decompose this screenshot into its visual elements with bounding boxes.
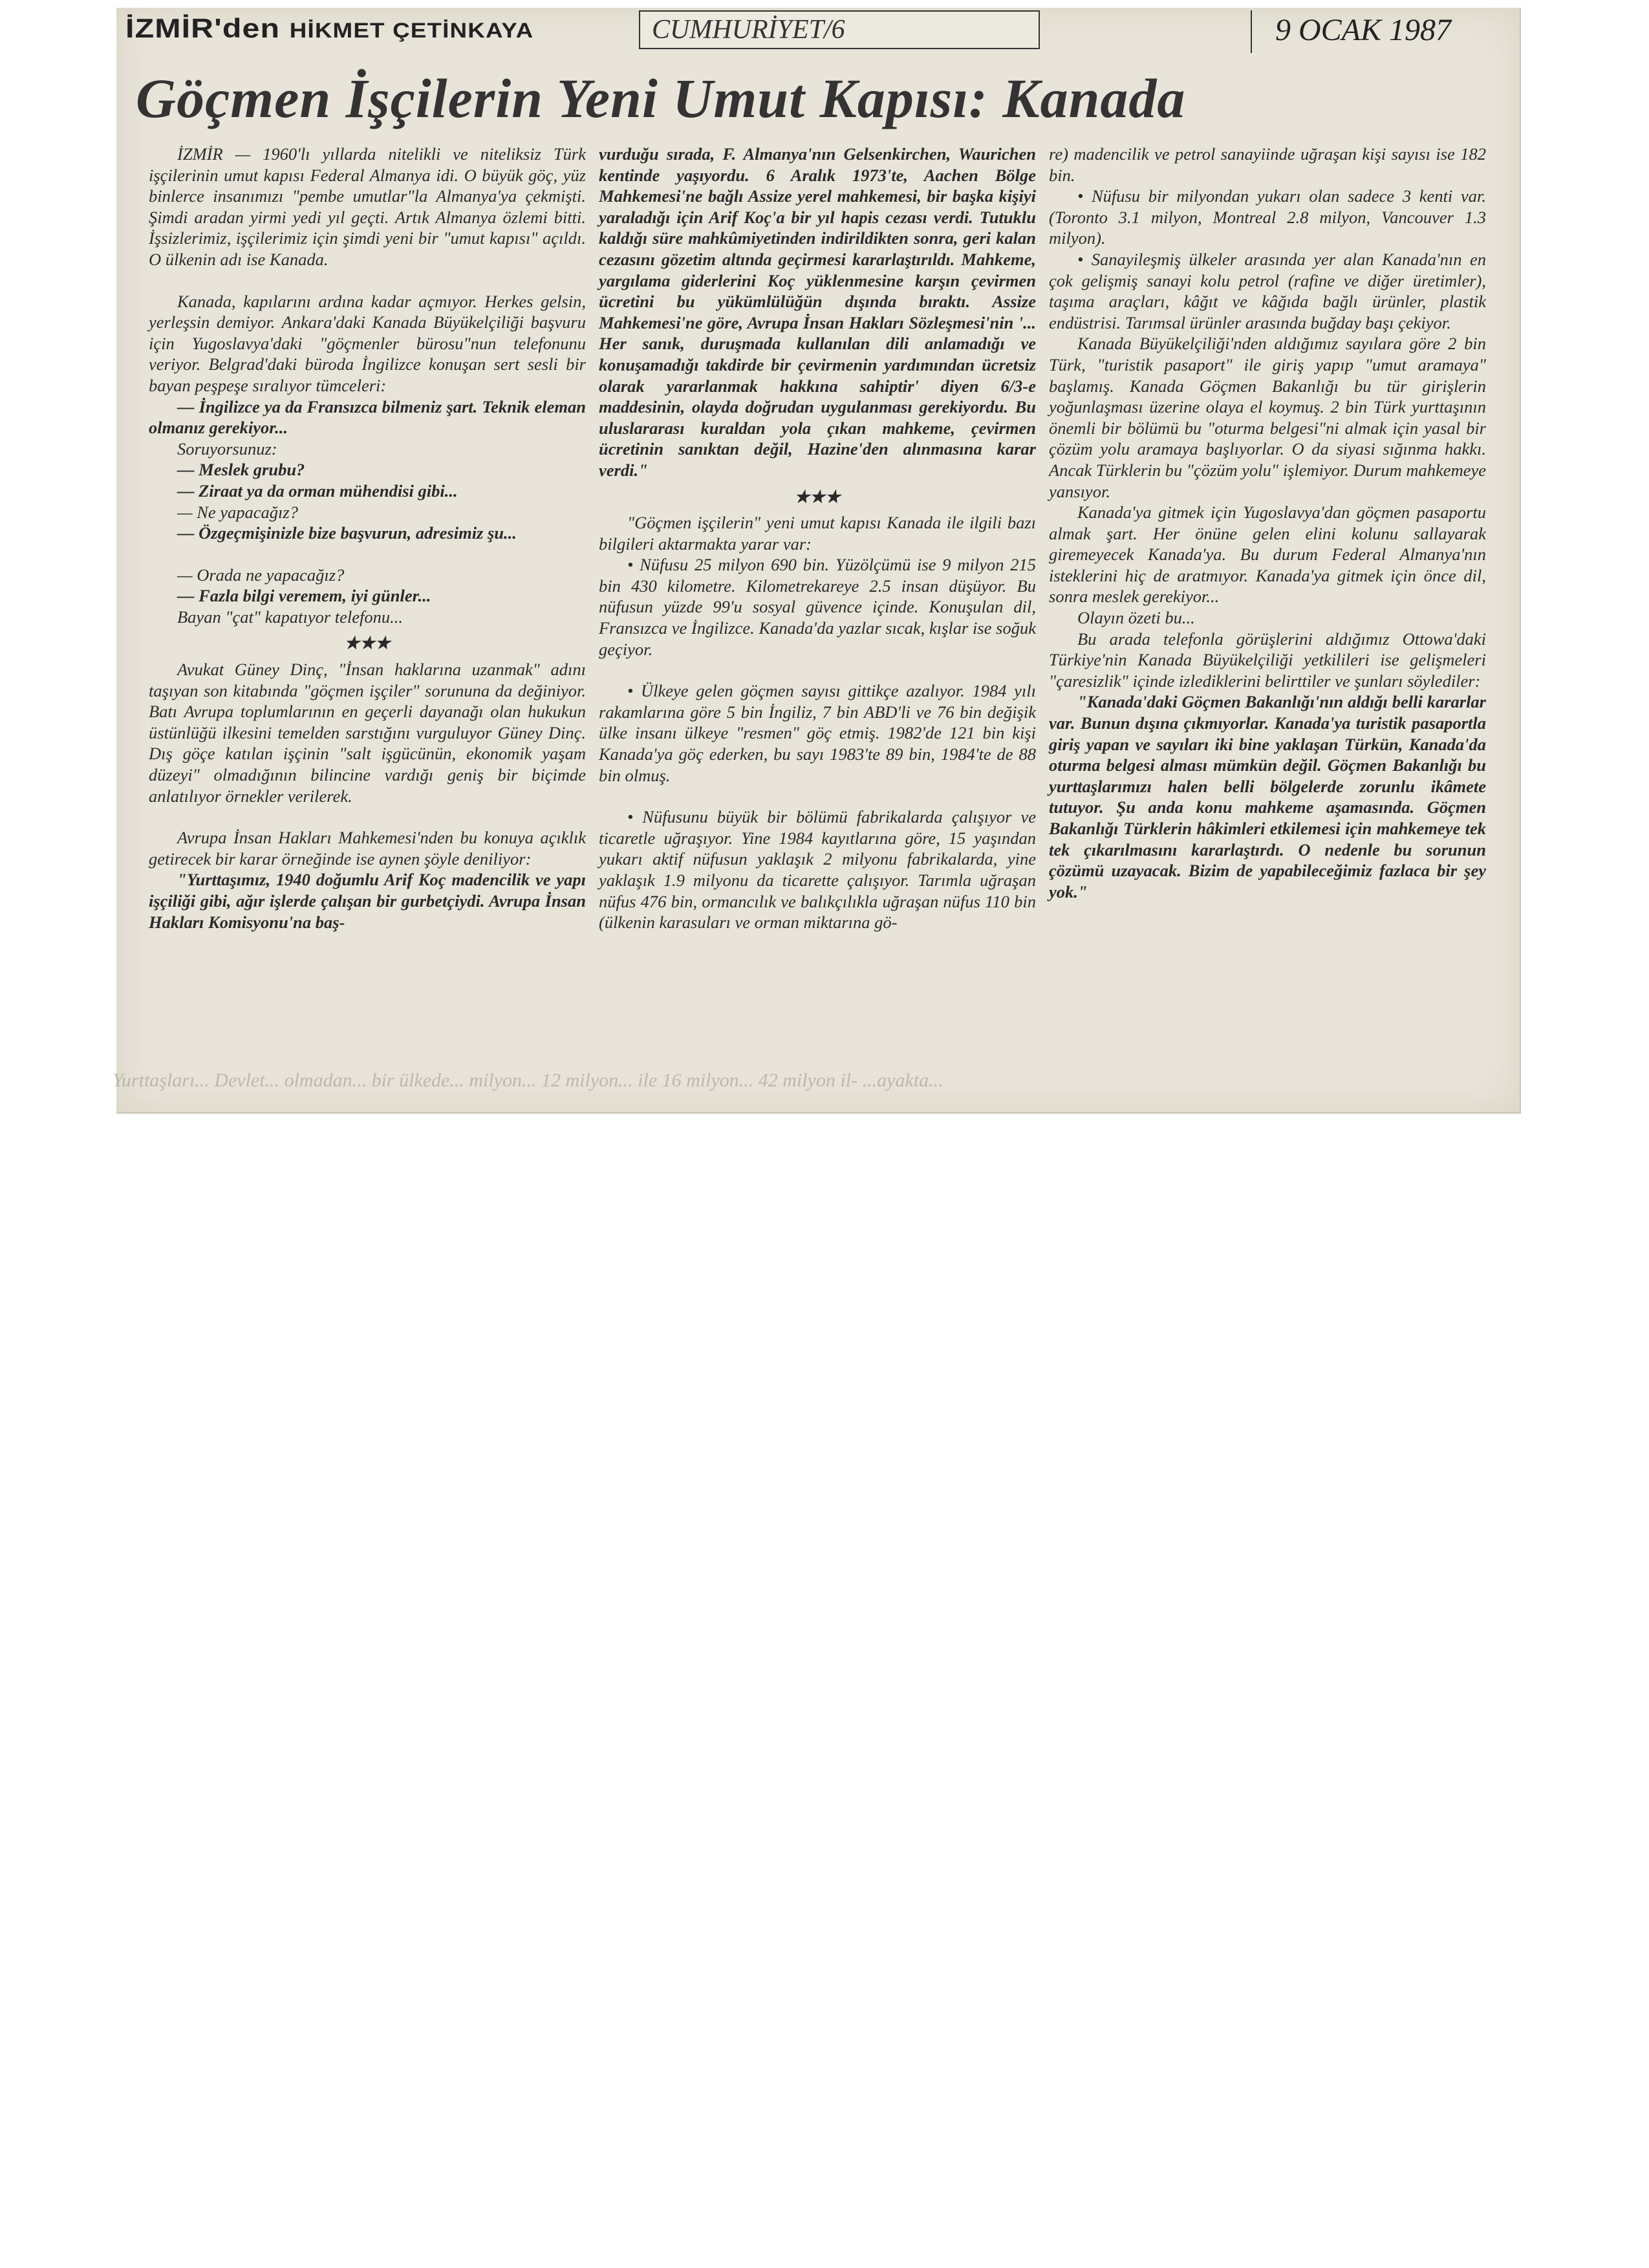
article-column-1 <box>149 144 586 933</box>
article-title: Göçmen İşçilerin Yeni Umut Kapısı: Kanada <box>136 67 1186 129</box>
section-separator: ★★★ <box>344 633 391 653</box>
dialogue-line: — Fazla bilgi veremem, iyi günler... <box>177 586 431 606</box>
byline-author: HİKMET ÇETİNKAYA <box>289 19 534 42</box>
byline-city: İZMİR'den <box>125 13 281 43</box>
bullet-paragraph: • Ülkeye gelen göçmen sayısı gittikçe azalıyor. 1984 yılı rakamlarına göre 5 bin İngiliz, 7 bin ABD'li ve 76 bin değişik ülke insanı ülkeye "resmen" göç etmiş. 1982'de 121 bin kişi Kanada'ya göç ederken, bu sayı 1983'te 89 bin, 1984'te de 88 bin olmuş. <box>599 681 1036 785</box>
paragraph: Kanada, kapılarını ardına kadar açmıyor. Herkes gelsin, yerleşsin demiyor. Ankara'daki Kanada Büyükelçiliği başvuru için Yugoslavya'daki "göçmenler bürosu"nun telefonunu veriyor. Belgrad'daki büroda İngilizce konuşan sert sesli bir bayan peşpeşe sıralıyor tümceleri: <box>149 291 586 395</box>
quote-paragraph: "Kanada'daki Göçmen Bakanlığı'nın aldığı belli kararlar var. Bunun dışına çıkmıyorlar. Kanada'ya turistik pasaportla giriş yapan ve sayıları iki bine yaklaşan Türkün, Kanada'da oturma belgesi alması mümkün değil. Göçmen Bakanlığı bu yurttaşlarımızı halen belli bölgelerde zorunlu ikâmete tutuyor. Şu anda konu mahkeme aşamasında. Göçmen Bakanlığı Türklerin hâkimleri etkilemesi için mahkemeye tek tek çıkarılmasını kararlaştırdı. O nedenle bu sorunun çözümü uzayacak. Bizim de yapabileceğimiz fazlaca bir şey yok." <box>1049 692 1486 902</box>
publication-date: 9 OCAK 1987 <box>1251 10 1522 53</box>
dialogue-line: — Meslek grubu? <box>177 460 305 480</box>
dialogue-line: — İngilizce ya da Fransızca bilmeniz şart. Teknik eleman olmanız gerekiyor... <box>149 396 586 438</box>
paragraph: Kanada'ya gitmek için Yugoslavya'dan göçmen pasaportu almak şart. Her önüne gelen elini kolunu sallayarak giremeyecek Kanada'ya. Bu durum Federal Almanya'nın isteklerini hiç de aratmıyor. Kanada'ya gitmek için önce dil, sonra meslek gerekiyor... <box>1049 502 1486 607</box>
paragraph: Kanada Büyükelçiliği'nden aldığımız sayılara göre 2 bin Türk, "turistik pasaport" ile giriş yapıp "umut aramaya" başlamış. Kanada Göçmen Bakanlığı bu tür girişlerin yoğunlaşması üzerine olaya el koymuş. 2 bin Türk yurttaşının önemli bir bölümü bu "oturma belgesi"ni almak için yasal bir çözüm yolu aramaya başlıyorlar. O da siyasi sığınma hakkı. Ancak Türklerin bu "çözüm yolu" işlemiyor. Durum mahkemeye yansıyor. <box>1049 334 1486 501</box>
dialogue-line: Bayan "çat" kapatıyor telefonu... <box>177 607 404 627</box>
paragraph: Avukat Güney Dinç, "İnsan haklarına uzanmak" adını taşıyan son kitabında "göçmen işçiler" sorununa da değiniyor. Batı Avrupa toplumlarının en geçerli dayanağı olan hukukun üstünlüğü ilkesini temelden sarstığını vurguluyor Güney Dinç. Dış göçe katılan işçinin "salt işgücünün, ekonomik yaşam düzeyi" olmadığının bilincine vardığı geniş bir biçimde anlatılıyor örnekler verilerek. <box>149 660 586 806</box>
paragraph: "Göçmen işçilerin" yeni umut kapısı Kanada ile ilgili bazı bilgileri aktarmakta yarar var: <box>599 513 1036 554</box>
article-column-3 <box>1049 144 1486 902</box>
paragraph: "Yurttaşımız, 1940 doğumlu Arif Koç madencilik ve yapı işçiliği gibi, ağır işlerde çalışan bir gurbetçiydi. Avrupa İnsan Hakları Komisyonu'na baş- <box>149 870 586 932</box>
paragraph: re) madencilik ve petrol sanayiinde uğraşan kişi sayısı ise 182 bin. <box>1049 144 1486 185</box>
dialogue-line: — Ziraat ya da orman mühendisi gibi... <box>177 481 458 501</box>
dialogue-line: Soruyorsunuz: <box>177 438 277 459</box>
paragraph: vurduğu sırada, F. Almanya'nın Gelsenkirchen, Waurichen kentinde yaşıyordu. 6 Aralık 1973'te, Aachen Bölge Mahkemesi'ne bağlı Assize yerel mahkemesi, bir başka kişiyi yaraladığı için Arif Koç'a bir yıl hapis cezası verdi. Tutuklu kaldığı süre mahkûmiyetinden indirildikten sonra, geri kalan cezasını gözetim altında geçirmesi kararlaştırıldı. Mahkeme, yargılama giderlerini Koç yüklenmesine karşın çevirmen ücretini bu yükümlülüğün dışında bıraktı. Assize Mahkemesi'ne göre, Avrupa İnsan Hakları Sözleşmesi'nin '... Her sanık, duruşmada kullanılan dili anlamadığı ve konuşamadığı takdirde bir çevirmenin yardımından ücretsiz olarak yararlanmak hakkına sahiptir' diyen 6/3-e maddesinin, olayda doğrudan uygulanması gerekiyordu. Bu uluslararası kuraldan yola çıkan mahkeme, çevirmen ücretinin sanıktan değil, Hazine'den alınmasına karar verdi." <box>599 144 1036 480</box>
paragraph: Avrupa İnsan Hakları Mahkemesi'nden bu konuya açıklık getirecek bir karar örneğinde ise aynen şöyle deniliyor: <box>149 828 586 869</box>
paragraph: İZMİR — 1960'lı yıllarda nitelikli ve niteliksiz Türk işçilerinin umut kapısı Federal Almanya idi. O büyük göç, yüz binlerce insanımızı "pembe umutlar"la Almanya'ya çekmişti. Şimdi aradan yirmi yedi yıl geçti. Artık Almanya özlemi bitti. İşsizlerimiz, işçilerimiz için şimdi yeni bir "umut kapısı" açıldı. O ülkenin adı ise Kanada. <box>149 144 586 269</box>
byline <box>125 13 534 44</box>
bullet-paragraph: • Nüfusunu büyük bir bölümü fabrikalarda çalışıyor ve ticaretle uğraşıyor. Yine 1984 kayıtlarına göre, 15 yaşından yukarı aktif nüfusun yaklaşık 2 milyonu fabrikalarda, yine yaklaşık 1.9 milyonu da ticarette çalışıyor. Tarımla uğraşan nüfus 476 bin, ormancılık ve balıkçılıkla uğraşan nüfus 110 bin (ülkenin karasuları ve orman miktarına gö- <box>599 807 1036 933</box>
dialogue-line: — Ne yapacağız? <box>177 502 298 522</box>
section-separator: ★★★ <box>794 486 841 506</box>
paragraph: Bu arada telefonla görüşlerini aldığımız Ottowa'daki Türkiye'nin Kanada Büyükelçiliği yetkilileri ise gelişmeleri "çaresizlik" içinde izlediklerini belirttiler ve şunları söylediler: <box>1049 629 1486 691</box>
paragraph: Olayın özeti bu... <box>1077 608 1195 628</box>
newspaper-source: CUMHURİYET/6 <box>639 10 1040 49</box>
dialogue-line: — Orada ne yapacağız? <box>177 565 345 585</box>
bleed-through-text: Yurttaşları... Devlet... olmadan... bir ülkede... milyon... 12 milyon... ile 16 milyon... 42 milyon il- ...ayakta... <box>113 1070 943 1091</box>
bullet-paragraph: • Nüfusu 25 milyon 690 bin. Yüzölçümü ise 9 milyon 215 bin 430 kilometre. Kilometrekareye 2.5 insan düşüyor. Bu nüfusun yüzde 99'u sosyal güvence içinde. Konuşulan dil, Fransızca ve İngilizce. Kanada'da yazlar sıcak, kışlar ise soğuk geçiyor. <box>599 555 1036 659</box>
article-column-2 <box>599 144 1036 933</box>
dialogue-line: — Özgeçmişinizle bize başvurun, adresimiz şu... <box>177 523 517 543</box>
bullet-paragraph: • Sanayileşmiş ülkeler arasında yer alan Kanada'nın en çok gelişmiş sanayi kolu petrol (rafine ve diğer üretimler), taşıma araçları, kâğıt ve kâğıda bağlı ürünler, plastik endüstrisi. Tarımsal ürünler arasında buğday başı çekiyor. <box>1049 249 1486 332</box>
bullet-paragraph: • Nüfusu bir milyondan yukarı olan sadece 3 kenti var. (Toronto 3.1 milyon, Montreal 2.8 milyon, Vancouver 1.3 milyon). <box>1049 186 1486 248</box>
newspaper-clipping <box>113 8 1521 1114</box>
